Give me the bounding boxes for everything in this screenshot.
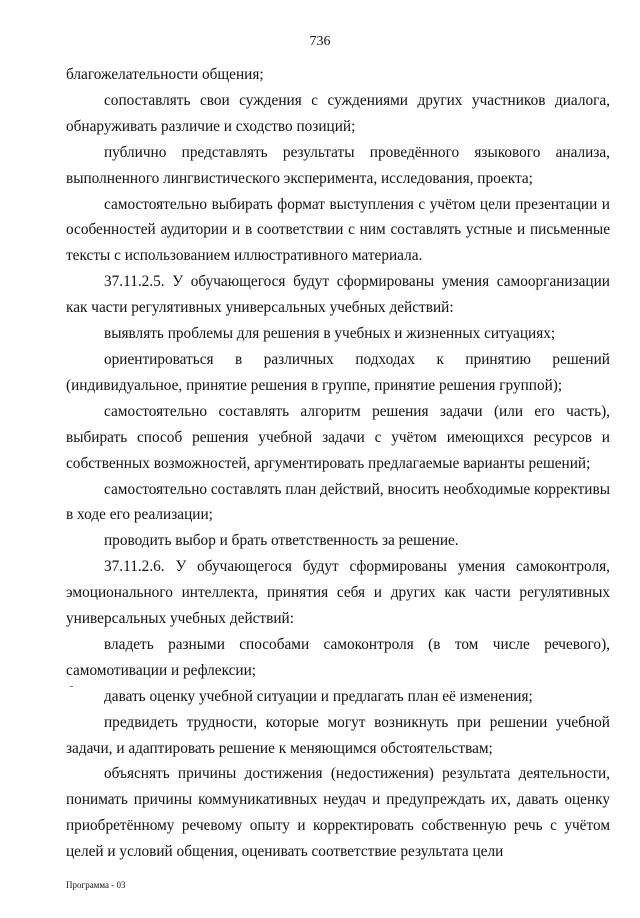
page-footer: Программа - 03 xyxy=(66,880,126,890)
paragraph: самостоятельно составлять алгоритм решения задачи (или его часть), выбирать способ решения учебной задачи с учётом имеющихся ресурсов и собственных возможностей, аргументировать предлагаемые варианты решений; xyxy=(66,402,610,472)
section-paragraph-37-11-2-5: 37.11.2.5. У обучающегося будут сформированы умения самоорганизации как части регулятивных универсальных учебных действий: xyxy=(66,273,610,317)
paragraph: выявлять проблемы для решения в учебных и жизненных ситуациях; xyxy=(104,325,556,343)
paragraph: самостоятельно выбирать формат выступления с учётом цели презентации и особенностей аудитории и в соответствии с ним составлять устные и письменные тексты с использованием иллюстративного материала. xyxy=(66,195,610,265)
paragraph: проводить выбор и брать ответственность за решение. xyxy=(104,532,459,550)
paragraph: благожелательности общения; xyxy=(66,66,264,83)
paragraph: ориентироваться в различных подходах к принятию решений (индивидуальное, принятие решения в группе, принятие решения группой); xyxy=(66,350,610,394)
paragraph: сопоставлять свои суждения с суждениями других участников диалога, обнаруживать различие и сходство позиций; xyxy=(66,91,610,135)
paragraph: давать оценку учебной ситуации и предлагать план её изменения; xyxy=(104,687,533,705)
paragraph: публично представлять результаты проведённого языкового анализа, выполненного лингвистического эксперимента, исследования, проекта; xyxy=(66,143,610,187)
section-paragraph-37-11-2-6: 37.11.2.6. У обучающегося будут сформированы умения самоконтроля, эмоционального интеллекта, принятия себя и других как части регулятивных универсальных учебных действий: xyxy=(66,558,610,628)
document-body xyxy=(66,62,610,865)
page-number: 736 xyxy=(309,34,331,49)
paragraph: объяснять причины достижения (недостижения) результата деятельности, понимать причины коммуникативных неудач и предупреждать их, давать оценку приобретённому речевому опыту и корректировать собственную речь с учётом целей и условий общения, оценивать соответствие результата цели xyxy=(66,765,610,861)
scan-artifact-mark xyxy=(70,686,73,687)
paragraph: самостоятельно составлять план действий, вносить необходимые коррективы в ходе его реализации; xyxy=(66,480,610,524)
paragraph: предвидеть трудности, которые могут возникнуть при решении учебной задачи, и адаптировать решение к меняющимся обстоятельствам; xyxy=(66,713,610,757)
paragraph: владеть разными способами самоконтроля (в том числе речевого), самомотивации и рефлексии; xyxy=(66,635,610,679)
